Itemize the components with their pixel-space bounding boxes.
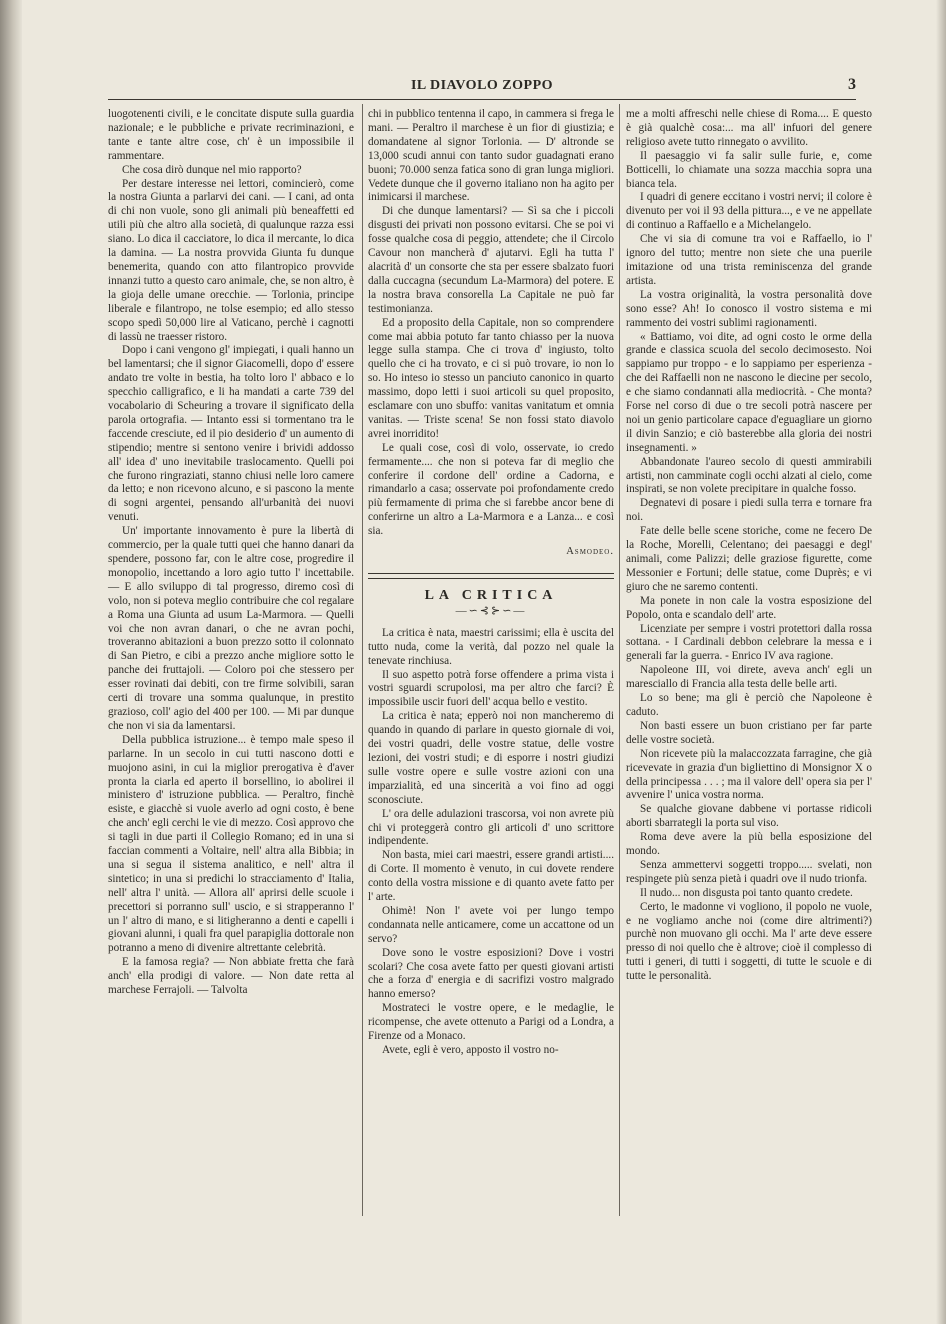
paragraph: La critica è nata; epperò noi non mancheremo di quando in quando di parlare in questo giornale di voi, dei vostri quadri, delle vostre statue, delle vostre lezioni, dei vostri studi; e di esporre i nostri giudizi sulle vostre opere e sulle vostre azioni con una imparzialità, ed una sincerità a voi fino ad oggi sconosciute. (368, 710, 614, 806)
column-middle (368, 108, 614, 1058)
paragraph: E la famosa regia? — Non abbiate fretta che farà anch' ella prodigi di valore. — Non date retta al marchese Ferrajoli. — Talvolta (108, 956, 354, 997)
paragraph: Certo, le madonne vi vogliono, il popolo ne vuole, e ne vogliamo anche noi (come dire altrimenti?) purchè non muovano gli occhi. Ma l' arte deve essere presso di noi quello che è altrove; cioè il complesso di tutti i generi, di tutti i soggetti, di tutte le scuole e di tutte le personalità. (626, 900, 872, 983)
paragraph: Non basti essere un buon cristiano per far parte delle vostre società. (626, 719, 872, 746)
paragraph: Ohimè! Non l' avete voi per lungo tempo condannata nelle anticamere, come un accattone od un servo? (368, 904, 614, 945)
paragraph: chi in pubblico tentenna il capo, in cammera si frega le mani. — Peraltro il marchese è un fior di giustizia; e domandatene al signor Torlonia. — D' altronde se 13,000 scudi annui con tanto sudor guadagnati erano buoni; 70.000 senza fatica sono di gran lunga migliori. Vedete dunque che il governo italiano non ha agito per inimicarsi il marchese. (368, 108, 614, 204)
page-number: 3 (848, 76, 856, 93)
paragraph: Della pubblica istruzione... è tempo male speso il parlarne. In un secolo in cui tutti nascono dotti e muojono asini, in cui la miglior prerogativa è d'aver pronta la ciarla ed aperto il borsellino, io abolirei il ministero d' istruzione pubblica. — Peraltro, finchè esiste, e giacchè si vuole averlo ad ogni costo, è bene che anch' egli cerchi le vie di mezzo. Così approvo che si tagli in due parti il Collegio Romano; ed in una si faccian commenti a Voltaire, nell' altra alla Bibbia; in una si segua il sistema analitico, e nell' altra il sintetico; in una si predichi lo stracciamento d' Italia, nell' altra l' unità. — Allora all' aprirsi delle scuole i precettori si porranno sull' uscio, e si strapperanno l' un l' altro di mano, e si litigheranno a denti e capelli i giovani alunni, i quali fra quel parapiglia dottorale non potranno a meno di divenire altrettante celebrità. (108, 733, 354, 955)
paragraph: Il suo aspetto potrà forse offendere a prima vista i vostri sguardi scrupolosi, ma per altro che farci? È impossibile uscir fuori dell' acqua bello e vestito. (368, 668, 614, 709)
page-edge-shadow (0, 0, 22, 1324)
ornament-divider: —∽⊰⊱∽— (455, 604, 527, 617)
paragraph: L' ora delle adulazioni trascorsa, voi non avrete più chi vi proteggerà contro gli articoli d' uno scrittore indipendente. (368, 807, 614, 848)
paragraph: Ed a proposito della Capitale, non so comprendere come mai abbia potuto far tanto chiasso per la nuova legge sulla stampa. Che ci trova d' ingiusto, tolto quello che ci ha trovato, e ci si può trovare, io non lo so. Ho inteso io stesso un panciuto canonico in quarto massimo, dopo letti i suoi articoli su quel proposito, esclamare con uno sbuffo: vanitas vanitatum et omnia vanitas. — Triste scena! Se non fossi stato diavolo avrei inorridito! (368, 316, 614, 440)
paragraph: « Battiamo, voi dite, ad ogni costo le orme della grande e classica scuola del secolo decimosesto. Noi sappiamo pur troppo - e lo sappiamo per esperienza - che dei Raffaelli non ne nascono le diecine per secolo, e che siamo condannati alla mediocrità. - Che monta? Forse nel corso di due o tre secoli potrà nascere per noi un genio particolare capace d'eguagliare un giorno il divin Sanzio; e ciò basterebbe alla gloria dei nostri insegnamenti. » (626, 330, 872, 454)
section-rule (368, 573, 614, 574)
paragraph: Degnatevi di posare i piedi sulla terra e tornare fra noi. (626, 497, 872, 524)
paragraph: Non ricevete più la malaccozzata farragine, che già ricevevate in grazia d'un bigliettino di Monsignor X o della principessa . . . ; ma il valore dell' opera sia per l' avvenire l' unica vostra norma. (626, 747, 872, 802)
paragraph: Ma ponete in non cale la vostra esposizione del Popolo, onta e scandalo dell' arte. (626, 594, 872, 621)
paragraph: Abbandonate l'aureo secolo di questi ammirabili artisti, non camminate cogli occhi alzati al cielo, come inspirati, se non volete precipitare in qualche fosso. (626, 455, 872, 496)
paragraph: Licenziate per sempre i vostri protettori dalla rossa sottana. - I Cardinali debbon celebrare la messa e i generali far la guerra. - Enrico IV ava ragione. (626, 622, 872, 663)
page-edge-right (936, 0, 946, 1324)
paragraph: Avete, egli è vero, apposto il vostro no- (382, 1044, 559, 1056)
paragraph: Un' importante innovamento è pure la libertà di commercio, per la quale tutti quei che hanno danari da spendere, possono far, con le altre cose, progredire il monopolio, incettando a loro agio tutto l' incettabile. — E allo sviluppo di tal progresso, diremo così di volo, non si poteva meglio contribuire che col regalare a Roma una Giunta ad usum La-Marmora. — Quelli voi che non avran danari, o che ne avran pochi, troveranno abitazioni a buon prezzo sotto il colonnato di San Pietro, e cibi a prezzo anche migliore sotto le panche dei fruttajoli. — Coloro poi che stessero per esser rovinati dai debiti, con tre firme solvibili, saran certi di trovare una somma qualunque, in prestito grazioso, coll' agio del 400 per 100. — Mi par dunque che non vi sia da lamentarsi. (108, 525, 354, 732)
paragraph: luogotenenti civili, e le concitate dispute sulla guardia nazionale; e le pubbliche e private recriminazioni, e tante e tante altre cose, ch' è un impossibile il rammentare. (108, 108, 354, 162)
column-divider-2 (619, 104, 620, 1216)
column-divider-1 (362, 104, 363, 1216)
author-signature: Asmodeo. (566, 546, 614, 558)
paragraph: me a molti affreschi nelle chiese di Roma.... E questo è già qualchè cosa:... ma all' infuori del genere religioso avete tutto rinnegato o avvilito. (626, 108, 872, 148)
header-rule (108, 99, 856, 100)
section-rule-thin (368, 578, 614, 579)
paragraph: Dopo i cani vengono gl' impiegati, i quali hanno un bel lamentarsi; che il signor Giacomelli, dopo d' essere andato tre volte in bestia, ha tolto loro l' abbaco e lo specchio calligrafico, e li ha mandati a carte 739 del vocabolario di Scheuring a trovare il significato della parola ortografia. — Intanto essi si tormentano tra le faccende cresciute, ed il pio desiderio d' un aumento di stipendio; mentre si sentono venire i brividi addosso all' idea d' uno inevitabile traslocamento. Quelli poi che furono ringraziati, stanno chiusi nelle loro camere da letto; e non ricevono alcuno, e si pascono la mente di sogni argentei, pensando all'urbanità dei nuovi venuti. (108, 344, 354, 524)
paragraph: Le quali cose, così di volo, osservate, io credo fermamente.... che non si poteva far di meglio che conferire il cordone dell' ordine a Cadorna, e rimandarlo a casa; osservate poi profondamente credo più fermamente di prima che si farebbe ancor bene di conferirne un altro a La-Marmora e a Lanza... e così sia. (368, 441, 614, 538)
paragraph: Lo so bene; ma gli è perciò che Napoleone è caduto. (626, 692, 872, 718)
column-right (626, 108, 872, 984)
running-title: IL DIAVOLO ZOPPO (410, 78, 554, 93)
paragraph: Di che dunque lamentarsi? — Sì sa che i piccoli disgusti dei privati non possono evitarsi. Che se poi vi fosse qualche cosa di peggio, attendete; che il Circolo Cavour non mancherà d' ajutarvi. Egli ha tutta l' alacrità d' un consorte che sta per essere sbalzato fuori dalla cuccagna (secundum La-Marmora) del potere. E la nostra brava consorella La Capitale ne può far testimonianza. (368, 205, 614, 315)
page-header (108, 76, 856, 100)
paragraph: La vostra originalità, la vostra personalità dove sono esse? Ah! Io conosco il vostro sistema e mi rammento dei vostri sublimi ragionamenti. (626, 288, 872, 329)
paragraph: I quadri di genere eccitano i vostri nervi; il colore è divenuto per voi il 93 della pittura..., e ve ne appellate di continuo a Raffaello e a Michelangelo. (626, 191, 872, 232)
paragraph: Per destare interesse nei lettori, comincierò, come la nostra Giunta a parlarvi dei cani. — I cani, ad onta di chi non vuole, sono gli animali più beneaffetti ed utili più che altro alla società, di qualunque razza essi siano. Lo dica il cacciatore, lo dica il mercante, lo dica la damina. — La nostra provvida Giunta fu dunque benemerita, quando con atto filantropico provvide innanzi tutto a questo caro animale, che, se non altro, è la gioja delle umane orecchie. — Torlonia, principe liberale e filantropo, ne tolse esempio; ed allo stesso scopo spedì 50,000 lire al Vaticano, perchè i cagnotti di lassù ne traesser ristoro. (108, 177, 354, 343)
paragraph: Dove sono le vostre esposizioni? Dove i vostri scolari? Che cosa avete fatto per questi giovani artisti che a forza d' energia e di sacrifizi vostro malgrado hanno emerso? (368, 946, 614, 1001)
paragraph: Napoleone III, voi direte, aveva anch' egli un maresciallo di Francia alla testa delle belle arti. (626, 664, 872, 691)
paragraph: Che cosa dirò dunque nel mio rapporto? (122, 163, 302, 176)
paragraph: Fate delle belle scene storiche, come ne fecero De la Roche, Morelli, Celentano; dei paesaggi e degl' animali, come Palizzi; delle graziose figurette, come Messonier e Fortuni; delle statue, come Duprès; e vi giuro che ne saremo contenti. (626, 525, 872, 593)
paragraph: La critica è nata, maestri carissimi; ella è uscita del tutto nuda, come la verità, dal pozzo nel quale la tenevate rinchiusa. (368, 626, 614, 667)
section-title: LA CRITICA (424, 588, 558, 603)
paragraph: Roma deve avere la più bella esposizione del mondo. (626, 831, 872, 858)
paragraph: Se qualche giovane dabbene vi portasse ridicoli aborti sbarrategli la porta sul viso. (626, 803, 872, 830)
column-left (108, 108, 354, 998)
paragraph: Non basta, miei cari maestri, essere grandi artisti.... di Corte. Il momento è venuto, in cui dovete rendere conto della vostra missione e di quanto avete fatto per l' arte. (368, 849, 614, 904)
paragraph: Senza ammettervi soggetti troppo..... svelati, non respingete più senza pietà i quadri ove il nudo trionfa. (626, 858, 872, 885)
paragraph: Il paesaggio vi fa salir sulle furie, e, come Botticelli, lo chiamate una sozza macchia sopra una bianca tela. (626, 149, 872, 190)
paragraph: Mostrateci le vostre opere, e le medaglie, le ricompense, che avete ottenuto a Parigi od a Londra, a Firenze od a Monaco. (368, 1002, 614, 1043)
paragraph: Il nudo... non disgusta poi tanto quanto credete. (640, 886, 853, 899)
paragraph: Che vi sia di comune tra voi e Raffaello, io l' ignoro del tutto; mentre non siete che una puerile imitazione od una trista reminiscenza del grande artista. (626, 233, 872, 287)
